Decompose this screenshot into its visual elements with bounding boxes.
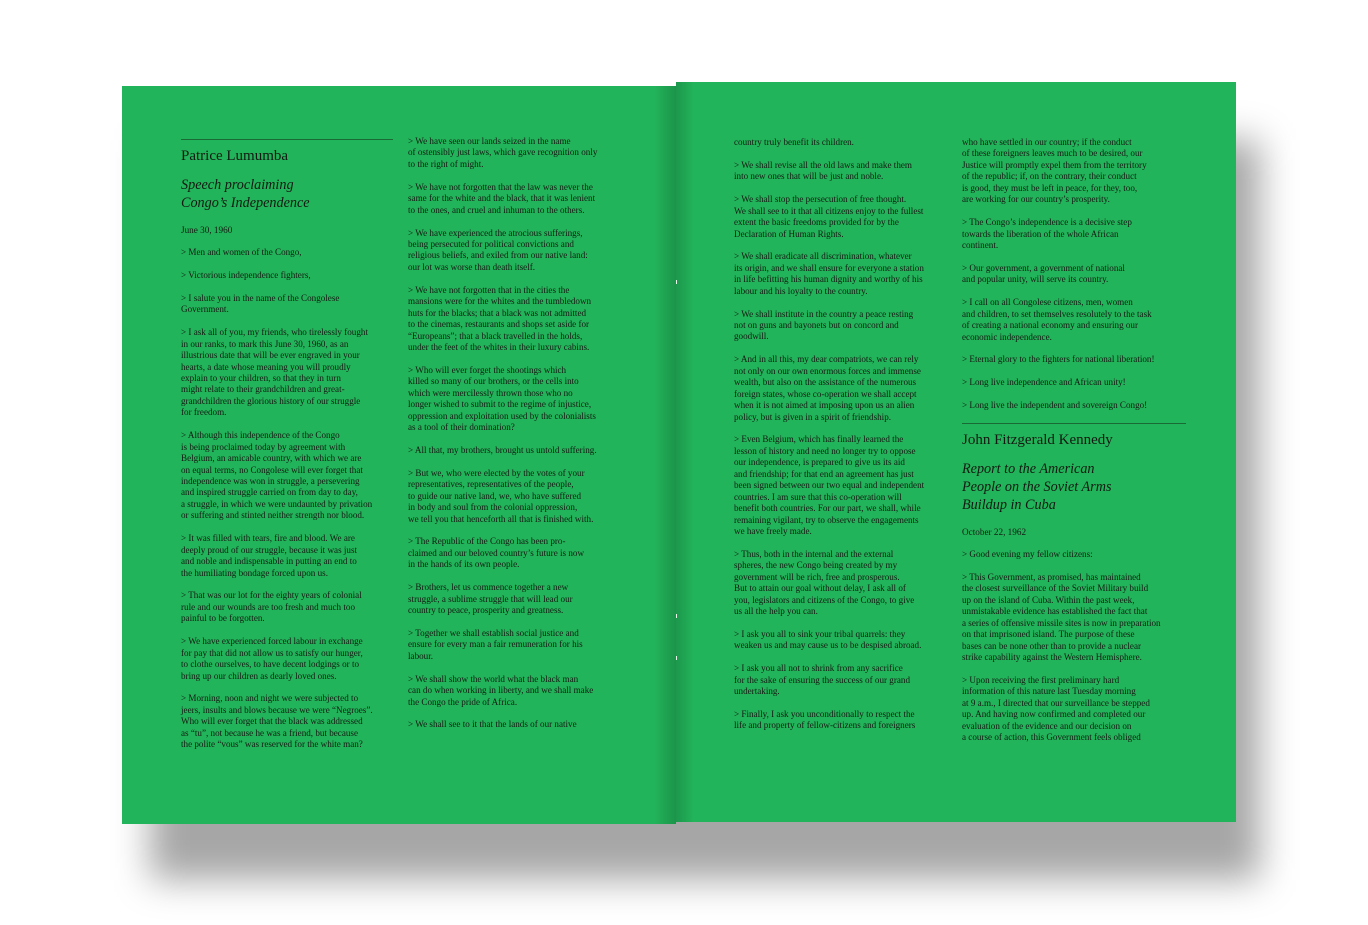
paragraph: > We shall eradicate all discrimination, whatever its origin, and we shall ensure for everyone a station in life befitting his human dignity and worthy of his labour and his loyalty to the country.	[734, 251, 924, 296]
right-page	[676, 82, 1236, 822]
paragraph: > We have seen our lands seized in the name of ostensibly just laws, which gave recognition only to the right of might.	[408, 136, 598, 169]
paragraph: > That was our lot for the eighty years of colonial rule and our wounds are too fresh and much too painful to be forgotten.	[181, 590, 362, 624]
paragraph: > And in all this, my dear compatriots, we can rely not only on our own enormous forces and immense wealth, but also on the assistance of the numerous foreign states, whose co-operation we shall accept when it is not aimed at imposing upon us an alien policy, but is given in a spirit of friendship.	[734, 354, 921, 422]
paragraph: > We have experienced forced labour in exchange for pay that did not allow us to satisfy our hunger, to clothe ourselves, to have decent lodgings or to bring up our children as dearly loved ones.	[181, 636, 363, 681]
paragraph: > Good evening my fellow citizens:	[962, 549, 1093, 560]
paragraph: > Upon receiving the first preliminary hard information of this nature last Tuesday morning at 9 a.m., I directed that our surveillance be stepped up. And having now confirmed and completed our evaluation of the evidence and our decision on a course of action, this Government feels obliged	[962, 674, 1150, 743]
paragraph: > The Republic of the Congo has been pro- claimed and our beloved country’s future is now in the hands of its own people.	[408, 536, 585, 570]
paragraph: > It was filled with tears, fire and blood. We are deeply proud of our struggle, because it was just and noble and indispensable in putting an end to the humiliating bondage forced upon us.	[181, 533, 358, 578]
header-rule	[181, 139, 393, 140]
paragraph: > I ask all of you, my friends, who tirelessly fought in our ranks, to mark this June 30, 1960, as an illustrious date that will be ever engraved in your hearts, a date whose meaning you will proudly explain to your children, so that they in turn might relate to their grandchildren and great- grandchildren the glorious history of our struggle for freedom.	[181, 327, 368, 418]
speaker-name: John Fitzgerald Kennedy	[962, 431, 1113, 448]
paragraph: country truly benefit its children.	[734, 137, 854, 147]
paragraph: > We shall show the world what the black man can do when working in liberty, and we shall make the Congo the pride of Africa.	[408, 673, 594, 707]
paragraph: > The Congo’s independence is a decisive step towards the liberation of the whole African continent.	[962, 217, 1132, 251]
paragraph: who have settled in our country; if the conduct of these foreigners leaves much to be desired, our Justice will promptly expel them from the territory of the republic; if, on the contrary, their conduct is good, they must be left in peace, for they, too, are working for our country’s prosperity.	[962, 137, 1147, 205]
speech-title: Speech proclaiming Congo’s Independence	[181, 177, 310, 212]
speaker-name: Patrice Lumumba	[181, 148, 289, 164]
paragraph: > I ask you all not to shrink from any sacrifice for the sake of ensuring the success of our grand undertaking.	[734, 663, 911, 697]
binding-stitch	[676, 656, 677, 660]
speech-date: October 22, 1962	[962, 526, 1027, 537]
paragraph: > Thus, both in the internal and the external spheres, the new Congo being created by my government will be rich, free and prosperous. But to attain our goal without delay, I ask all of you, legislators and citizens of the Congo, to give us all the help you can.	[734, 548, 915, 617]
paragraph: > But we, who were elected by the votes of your representatives, representatives of the people, to guide our native land, we, who have suffered in body and soul from the colonial oppression, we tell you that henceforth all that is finished with.	[408, 467, 594, 524]
speech-title: Report to the American People on the Soviet Arms Buildup in Cuba	[962, 461, 1112, 514]
paragraph: > I call on all Congolese citizens, men, women and children, to set themselves resolutely to the task of creating a national economy and ensuring our economic independence.	[962, 297, 1152, 342]
paragraph: > Victorious independence fighters,	[181, 270, 311, 281]
paragraph: > I ask you all to sink your tribal quarrels: they weaken us and may cause us to be despised abroad.	[734, 628, 922, 651]
paragraph: > Although this independence of the Congo is being proclaimed today by agreement with Belgium, an amicable country, with which we are on equal terms, no Congolese will ever forget that independence was won in struggle, a persevering and inspired struggle carried on from day to day, a struggle, in which we were undaunted by privation or suffering and stinted neither strength nor blood.	[181, 430, 373, 521]
paragraph: > We shall see to it that the lands of our native	[408, 719, 577, 730]
paragraph: > Finally, I ask you unconditionally to respect the life and property of fellow-citizens and foreigners	[734, 709, 916, 731]
paragraph: > Long live independence and African unity!	[962, 377, 1126, 388]
paragraph: > I salute you in the name of the Congolese Government.	[181, 292, 340, 315]
paragraph: > We have not forgotten that in the cities the mansions were for the whites and the tumbledown huts for the blacks; that a black was not admitted to the cinemas, restaurants and shops set aside for “Europeans”; that a black travelled in the holds, under the feet of the whites in their luxury cabins.	[408, 284, 592, 352]
paragraph: > This Government, as promised, has maintained the closest surveillance of the Soviet Military build up on the island of Cuba. Within the past week, unmistakable evidence has established the fact that a series of offensive missile sites is now in preparation on that imprisoned island. The purpose of these bases can be none other than to provide a nuclear strike capability against the Western Hemisphere.	[962, 571, 1161, 663]
column-2	[408, 136, 628, 742]
header-rule	[962, 423, 1186, 424]
paragraph: > We have experienced the atrocious sufferings, being persecuted for political convictions and religious beliefs, and exiled from our native land: our lot was worse than death itself.	[408, 227, 588, 272]
paragraph: > We shall revise all the old laws and make them into new ones that will be just and noble.	[734, 159, 912, 182]
paragraph: > We have not forgotten that the law was never the same for the white and the black, that it was lenient to the ones, and cruel and inhuman to the others.	[408, 181, 596, 215]
column-4	[962, 137, 1186, 755]
paragraph: > Long live the independent and sovereign Congo!	[962, 400, 1148, 411]
speech-date: June 30, 1960	[181, 224, 233, 235]
paragraph: > Even Belgium, which has finally learned the lesson of history and need no longer try to oppose our independence, is prepared to give us its aid and friendship; for that end an agreement has just been signed between our two equal and independent countries. I am sure that this co-operation will benefit both countries. For our part, we shall, while remaining vigilant, try to observe the engagements we have freely made.	[734, 434, 925, 537]
paragraph: > Eternal glory to the fighters for national liberation!	[962, 354, 1155, 365]
column-3	[734, 137, 948, 743]
binding-stitch	[676, 614, 677, 618]
paragraph: > Morning, noon and night we were subjected to jeers, insults and blows because we were “Negroes”. Who will ever forget that the black was addressed as “tu”, not because he was a friend, but because the polite “vous” was reserved for the white man?	[181, 693, 373, 750]
paragraph: > All that, my brothers, brought us untold suffering.	[408, 444, 597, 455]
paragraph: > Our government, a government of national and popular unity, will serve its country.	[962, 262, 1125, 285]
paragraph: > Men and women of the Congo,	[181, 247, 302, 258]
paragraph: > We shall stop the persecution of free thought. We shall see to it that all citizens enjoy to the fullest extent the basic freedoms provided for by the Declaration of Human Rights.	[734, 194, 924, 239]
column-1	[181, 139, 393, 762]
paragraph: > Who will ever forget the shootings which killed so many of our brothers, or the cells into which were mercilessly thrown those who no longer wished to submit to the regime of injustice, oppression and exploitation used by the colonialists as a tool of their domination?	[408, 364, 596, 433]
paragraph: > We shall institute in the country a peace resting not on guns and bayonets but on concord and goodwill.	[734, 308, 914, 342]
paragraph: > Brothers, let us commence together a new struggle, a sublime struggle that will lead our country to peace, prosperity and greatness.	[408, 582, 573, 616]
binding-stitch	[676, 280, 677, 284]
paragraph: > Together we shall establish social justice and ensure for every man a fair remuneration for his labour.	[408, 627, 583, 661]
left-page	[122, 86, 676, 824]
